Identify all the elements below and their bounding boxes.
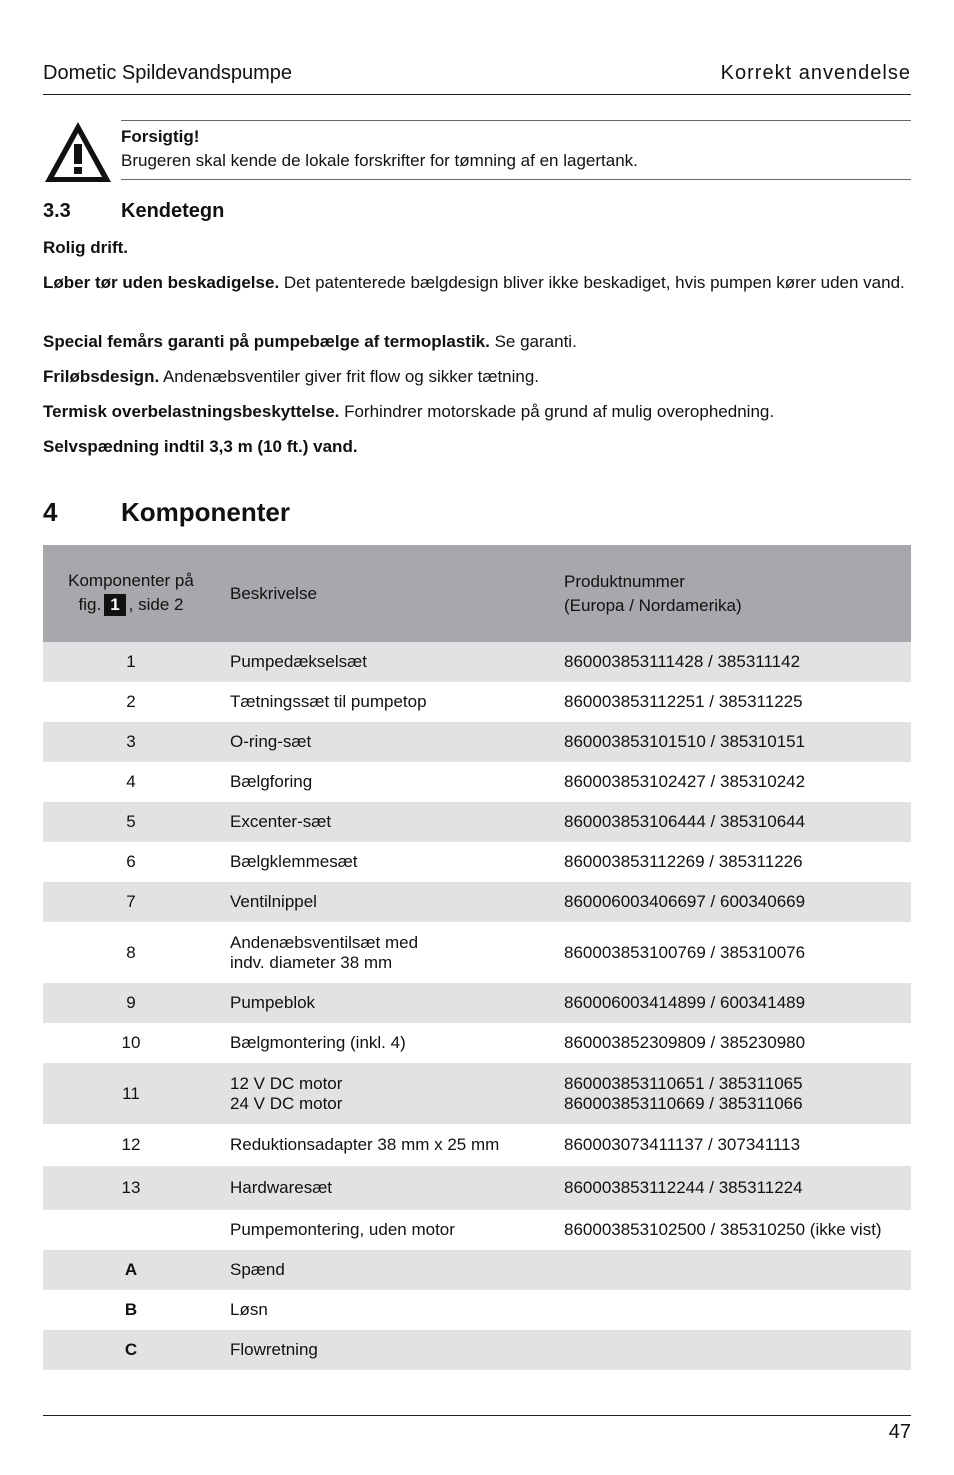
row-number: A (43, 1250, 219, 1290)
row-description: Tætningssæt til pumpetop (230, 692, 427, 711)
row-product-number: 860003852309809 / 385230980 (564, 1033, 806, 1052)
row-product-number (554, 1063, 911, 1124)
column-header-label: Beskrivelse (230, 583, 317, 603)
feature-item (43, 271, 913, 295)
row-number: 2 (126, 692, 136, 711)
description-line: Andenæbsventilsæt med (230, 932, 419, 952)
table-row (43, 762, 911, 802)
section-heading-4 (43, 497, 290, 528)
footer-divider (43, 1415, 911, 1416)
page-number: 47 (888, 1421, 911, 1443)
page-reference: , side 2 (128, 595, 184, 614)
row-number (43, 1210, 219, 1250)
row-product-number: 860006003406697 / 600340669 (554, 882, 911, 922)
column-header-subline: (Europa / Nordamerika) (564, 595, 742, 615)
components-table (43, 545, 911, 1370)
row-number: 12 (121, 1135, 141, 1154)
column-header-line: Komponenter på (68, 571, 194, 590)
row-description: O-ring-sæt (219, 722, 554, 762)
row-description: Bælgforing (230, 772, 313, 791)
table-row (43, 1166, 911, 1210)
row-product-number: 860003853106444 / 385310644 (554, 802, 911, 842)
caution-box (121, 120, 911, 180)
caution-title: Forsigtig! (121, 127, 200, 146)
row-number: 8 (126, 942, 136, 962)
table-row (43, 1250, 911, 1290)
table-row (43, 1290, 911, 1330)
column-header-product-number (554, 545, 911, 642)
row-description: Ventilnippel (219, 882, 554, 922)
table-row (43, 1023, 911, 1063)
description-line: 12 V DC motor (230, 1073, 343, 1093)
feature-text: Andenæbsventiler giver frit flow og sikker tætning. (159, 367, 540, 386)
description-line: indv. diameter 38 mm (230, 952, 393, 972)
row-description: Hardwaresæt (219, 1166, 554, 1210)
row-product-number (554, 1290, 911, 1330)
feature-text: Forhindrer motorskade på grund af mulig overophedning. (339, 402, 775, 421)
table-row (43, 1210, 911, 1250)
row-description (219, 1063, 554, 1124)
row-product-number: 860003853102427 / 385310242 (564, 772, 806, 791)
row-number: 6 (126, 852, 136, 871)
row-number: 7 (43, 882, 219, 922)
row-number: 9 (43, 983, 219, 1023)
row-product-number: 860003853112269 / 385311226 (564, 852, 803, 871)
feature-item (43, 236, 913, 260)
section-title: Komponenter (121, 497, 290, 527)
table-row (43, 983, 911, 1023)
row-number: 4 (126, 772, 136, 791)
feature-text: Det patenterede bælgdesign bliver ikke beskadiget, hvis pumpen kører uden vand. (279, 273, 905, 292)
row-description: Pumpeblok (219, 983, 554, 1023)
row-description: Reduktionsadapter 38 mm x 25 mm (230, 1135, 500, 1154)
header-title: Dometic Spildevandspumpe (43, 62, 293, 84)
feature-text: Se garanti. (489, 332, 577, 351)
feature-lead: Special femårs garanti på pumpebælge af termoplastik. (43, 332, 490, 351)
table-header-row (43, 545, 911, 642)
row-product-number (554, 1250, 911, 1290)
row-description: Bælgmontering (inkl. 4) (230, 1033, 406, 1052)
feature-lead: Løber tør uden beskadigelse. (43, 273, 280, 292)
feature-lead: Friløbsdesign. (43, 367, 160, 386)
table-row (43, 882, 911, 922)
row-product-number: 860003853112251 / 385311225 (564, 692, 803, 711)
page-header (43, 58, 911, 95)
row-product-number: 860006003414899 / 600341489 (554, 983, 911, 1023)
section-title: Kendetegn (121, 200, 225, 222)
row-description: Løsn (230, 1300, 268, 1319)
row-description (219, 922, 554, 983)
table-row (43, 1063, 911, 1124)
figure-number-badge: 1 (104, 594, 125, 616)
column-header-components (43, 545, 219, 642)
feature-item (43, 330, 913, 354)
row-product-number: 860003853101510 / 385310151 (554, 722, 911, 762)
feature-item (43, 400, 913, 424)
table-row (43, 1124, 911, 1166)
row-product-number: 860003853111428 / 385311142 (554, 642, 911, 682)
row-product-number: 860003073411137 / 307341113 (564, 1135, 801, 1154)
row-description: Pumpedækselsæt (219, 642, 554, 682)
row-number: B (124, 1300, 138, 1319)
row-product-number: 860003853100769 / 385310076 (564, 942, 806, 962)
column-header-description (219, 545, 554, 642)
feature-lead: Rolig drift. (43, 238, 128, 257)
row-product-number (554, 1330, 911, 1370)
row-number: 13 (43, 1166, 219, 1210)
table-row (43, 722, 911, 762)
section-number: 3.3 (43, 200, 71, 222)
row-number: 11 (43, 1063, 219, 1124)
feature-lead: Selvspædning indtil 3,3 m (10 ft.) vand. (43, 437, 358, 456)
row-product-number: 860003853112244 / 385311224 (554, 1166, 911, 1210)
table-row (43, 682, 911, 722)
row-description: Bælgklemmesæt (230, 852, 358, 871)
row-number: C (43, 1330, 219, 1370)
column-header-line: Produktnummer (564, 571, 685, 591)
row-number: 3 (43, 722, 219, 762)
table-row (43, 1330, 911, 1370)
warning-triangle-icon (43, 120, 113, 184)
fig-label: fig. (78, 595, 102, 614)
feature-item (43, 365, 913, 389)
row-product-number: 860003853102500 / 385310250 (ikke vist) (564, 1220, 882, 1239)
figure-reference (43, 594, 219, 616)
row-number: 1 (43, 642, 219, 682)
product-number-line: 860003853110651 / 385311065 (564, 1073, 803, 1093)
product-number-line: 860003853110669 / 385311066 (564, 1093, 803, 1113)
row-description: Flowretning (219, 1330, 554, 1370)
caution-notice (43, 120, 911, 184)
header-chapter: Korrekt anvendelse (720, 62, 911, 84)
description-line: 24 V DC motor (230, 1093, 343, 1113)
row-number: 5 (43, 802, 219, 842)
feature-item (43, 435, 913, 459)
section-number: 4 (43, 497, 58, 527)
row-description: Excenter-sæt (219, 802, 554, 842)
feature-lead: Termisk overbelastningsbeskyttelse. (43, 402, 340, 421)
row-description: Spænd (219, 1250, 554, 1290)
row-description: Pumpemontering, uden motor (230, 1220, 455, 1239)
section-heading-3-3 (43, 200, 224, 223)
table-row (43, 802, 911, 842)
row-number: 10 (121, 1033, 141, 1052)
table-row (43, 842, 911, 882)
caution-text: Brugeren skal kende de lokale forskrifter for tømning af en lagertank. (121, 151, 638, 170)
table-row (43, 642, 911, 682)
table-row (43, 922, 911, 983)
